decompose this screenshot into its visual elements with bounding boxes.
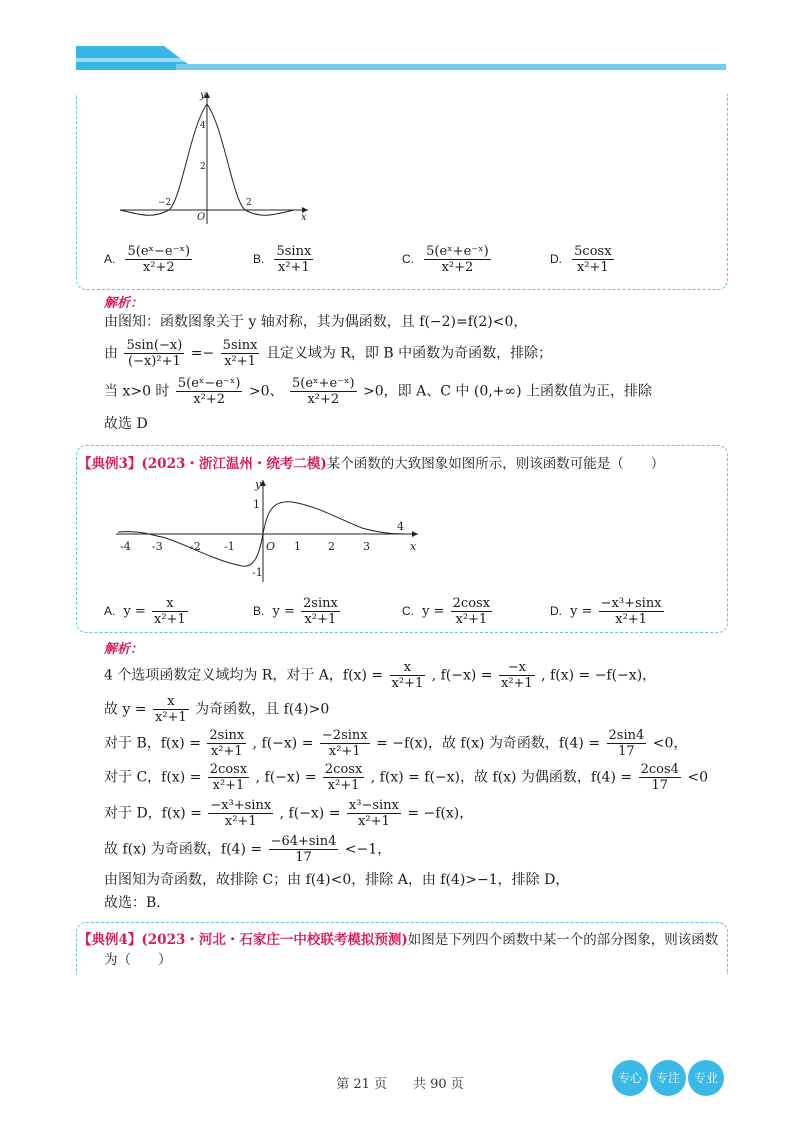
ex2-option-d[interactable]: D. $\frac{5\cos x}{\text{x²+1}}$ — [550, 244, 612, 275]
solution2-heading: 解析： — [104, 296, 144, 311]
ex4-question: 【典例4】(2023・河北・石家庄一中校联考模拟预测)如图是下列四个函数中某一个的部分图象，则该函数 — [78, 932, 719, 948]
ex3-question: 【典例3】(2023・浙江温州・统考二模)某个函数的大致图象如图所示，则该函数可能是（ ） — [78, 456, 665, 472]
graph3-tick-m2: -2 — [190, 540, 201, 553]
graph3-tick-y1: 1 — [253, 498, 260, 511]
graph3-tick-m3: -3 — [152, 540, 163, 553]
sol3-line3: 对于 B，f(x) = $\frac{2\sin x}{\text{x²+1}}$ , f(−x) = $\frac{-2\sin x}{\text{x²+1}}$ = −f(x)，故 f(x) 为奇函数，f(4) = $\frac{2\sin 4}{17}$ <0， — [104, 728, 688, 759]
ex3-option-b[interactable]: B. y = $\frac{2\sin x}{\text{x²+1}}$ — [253, 596, 338, 627]
graph3-tick-m4: -4 — [120, 540, 131, 553]
graph2-x-label: x — [301, 212, 307, 223]
badge-focus-heart: 专心 — [612, 1060, 648, 1096]
graph3-x-label: x — [410, 540, 417, 553]
ex3-tag: 【典例3】 — [78, 456, 142, 472]
graph2-tick-x2: 2 — [246, 198, 252, 208]
example3-graph — [112, 478, 422, 584]
graph3-tick-m1: -1 — [224, 540, 235, 553]
ex4-question-cont: 为（ ） — [104, 952, 172, 968]
ex4-source: (2023・河北・石家庄一中校联考模拟预测) — [141, 932, 408, 948]
badge-focus-attention: 专注 — [650, 1060, 686, 1096]
graph3-tick-4: 4 — [397, 520, 404, 533]
graph2-y-label: y — [200, 90, 206, 101]
sol3-line1: 4 个选项函数定义域均为 R，对于 A，f(x) = $\frac{x}{\text{x²+1}}$ , f(−x) = $\frac{-x}{\text{x²+1}}$ , f(x) = −f(−x)， — [104, 660, 657, 691]
ex3-source: (2023・浙江温州・统考二模) — [141, 456, 327, 472]
header-banner — [76, 44, 726, 72]
ex3-option-a[interactable]: A. y = $\frac{x}{\text{x²+1}}$ — [104, 596, 186, 627]
ex2-option-c[interactable]: C. $\frac{\text{5(eˣ+e⁻ˣ)}}{\text{x²+2}}$ — [402, 244, 489, 275]
sol3-line6: 故 f(x) 为奇函数，f(4) = $\frac{-64+\sin 4}{17}$ <−1， — [104, 834, 392, 865]
graph3-y-label: y — [255, 478, 262, 491]
ex3-option-c[interactable]: C. y = $\frac{2\cos x}{\text{x²+1}}$ — [402, 596, 491, 627]
graph3-tick-ym1: -1 — [252, 566, 263, 579]
page-footer: 第 21 页 共 90 页 — [336, 1077, 464, 1092]
sol3-line8: 故选：B. — [104, 895, 161, 911]
graph2-tick-y2: 2 — [200, 162, 206, 172]
sol3-line2: 故 y = $\frac{x}{\text{x²+1}}$ 为奇函数，且 f(4)>0 — [104, 694, 330, 725]
ex2-option-a[interactable]: A. $\frac{\text{5(eˣ−e⁻ˣ)}}{\text{x²+2}}$ — [104, 244, 191, 275]
solution3-heading: 解析： — [104, 642, 144, 657]
badge-professional: 专业 — [688, 1060, 724, 1096]
graph3-tick-1: 1 — [294, 540, 301, 553]
ex3-option-d[interactable]: D. y = $\frac{\text{−x³+sinx}}{\text{x²+1}}$ — [550, 596, 662, 627]
sol3-line5: 对于 D，f(x) = $\frac{\text{−x³+sinx}}{\text{x²+1}}$ , f(−x) = $\frac{\text{x³−sinx}}{\text{x²+1}}$ = −f(x)， — [104, 798, 474, 829]
graph3-tick-3: 3 — [363, 540, 370, 553]
sol2-line4: 故选 D — [104, 416, 148, 432]
example2-graph — [114, 88, 314, 228]
graph3-origin: O — [266, 540, 276, 553]
sol2-line3: 当 x>0 时 $\frac{\text{5(eˣ−e⁻ˣ)}}{\text{x²+2}}$ >0、 $\frac{\text{5(eˣ+e⁻ˣ)}}{\text{x²+2}}$ >0，即 A、C 中 (0,+∞) 上函数值为正，排除 — [104, 376, 652, 407]
graph2-tick-y4: 4 — [200, 121, 206, 131]
sol3-line7: 由图知为奇函数，故排除 C；由 f(4)<0，排除 A，由 f(4)>−1，排除 D， — [104, 872, 570, 888]
graph2-origin: O — [197, 212, 206, 223]
ex4-tag: 【典例4】 — [78, 932, 142, 948]
sol2-line1: 由图知：函数图象关于 y 轴对称，其为偶函数，且 f(−2)=f(2)<0， — [104, 314, 528, 330]
graph2-tick-xm2: −2 — [158, 198, 172, 208]
sol3-line4: 对于 C，f(x) = $\frac{2\cos x}{\text{x²+1}}$ , f(−x) = $\frac{2\cos x}{\text{x²+1}}$ , f(x) = f(−x)，故 f(x) 为偶函数，f(4) = $\frac{2\cos 4}{17}$ <0 — [104, 762, 708, 793]
sol2-line2: 由 $\frac{5\sin(-x)}{\text{(−x)²+1}}$ =− $\frac{5\sin x}{\text{x²+1}}$ 且定义域为 R，即 B 中函数为奇函数，排除； — [104, 338, 553, 369]
ex2-option-b[interactable]: B. $\frac{5\sin x}{\text{x²+1}}$ — [253, 244, 312, 275]
graph3-tick-2: 2 — [328, 540, 335, 553]
